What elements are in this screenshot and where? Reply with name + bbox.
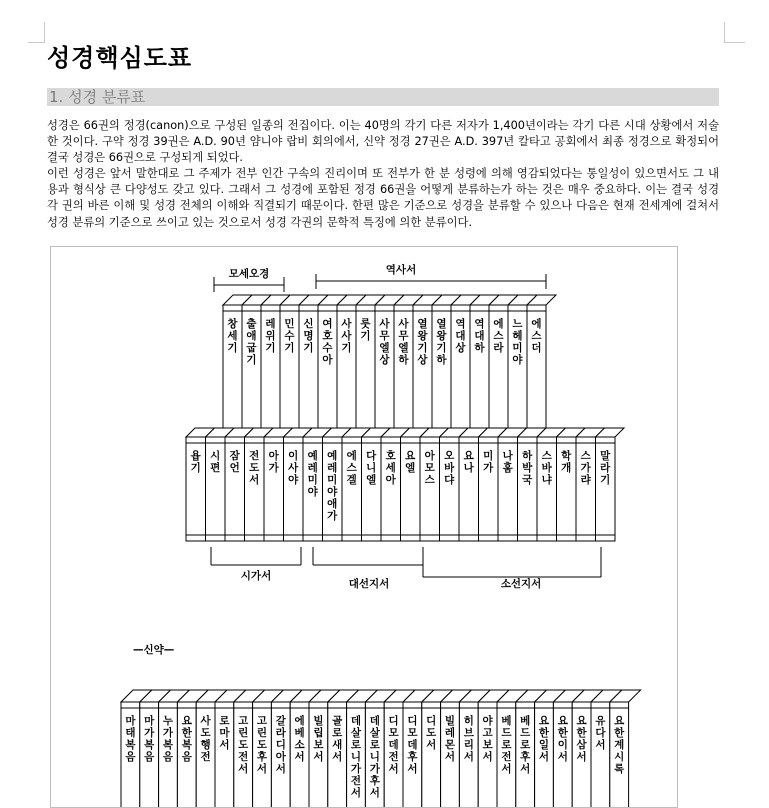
book-title: 시 편 <box>210 450 221 474</box>
major-prophets-bracket <box>313 547 423 565</box>
book-title: 디 모 데 후 서 <box>407 715 418 775</box>
book-title: 민 수 기 <box>284 318 295 354</box>
book-title: 빌 레 몬 서 <box>444 715 456 763</box>
book-title: 아 모 스 <box>424 450 435 486</box>
book-title: 요 한 일 서 <box>538 715 550 763</box>
book-title: 열 왕 기 상 <box>417 318 428 366</box>
book-title: 이 사 야 <box>288 450 299 486</box>
book-spine <box>527 295 556 435</box>
pentateuch-label: 모세오경 <box>228 268 270 280</box>
book-title: 디 모 데 전 서 <box>388 715 399 775</box>
book-title: 아 가 <box>268 450 279 474</box>
book-title: 사 사 기 <box>341 318 352 354</box>
book-title: 갈 라 디 아 서 <box>275 715 286 775</box>
history-bracket <box>316 274 546 289</box>
book-title: 느 헤 미 야 <box>512 318 523 366</box>
book-title: 베 드 로 전 서 <box>501 715 512 775</box>
new-testament-label: —신약— <box>133 644 175 656</box>
book-title: 에 스 더 <box>531 318 542 354</box>
book-title: 여 호 수 아 <box>322 318 333 366</box>
book-title: 디 도 서 <box>426 715 437 751</box>
book-title: 로 마 서 <box>219 715 230 751</box>
book-title: 요 엘 <box>405 450 416 474</box>
book-title: 데 살 로 니 가 후 서 <box>369 715 380 799</box>
book-title: 베 드 로 후 서 <box>520 715 531 775</box>
book-title: 역 대 상 <box>455 318 466 354</box>
book-title: 요 나 <box>463 450 474 474</box>
book-title: 유 다 서 <box>595 715 606 751</box>
book-title: 신 명 기 <box>303 318 314 354</box>
book-title: 미 가 <box>483 450 494 474</box>
book-title: 마 태 복 음 <box>125 715 136 763</box>
history-label: 역사서 <box>385 264 417 276</box>
book-title: 골 로 새 서 <box>332 715 343 763</box>
book-title: 사 도 행 전 <box>200 715 211 763</box>
book-title: 호 세 아 <box>385 450 396 486</box>
bible-classification-diagram <box>51 247 677 807</box>
poetry-bracket <box>211 547 301 565</box>
book-title: 스 가 랴 <box>580 450 591 486</box>
book-title: 에 스 겔 <box>346 450 357 486</box>
book-title: 에 스 라 <box>493 318 504 354</box>
paragraph-1: 성경은 66권의 정경(canon)으로 구성된 일종의 전집이다. 이는 40명의 각기 다른 저자가 1,400년이라는 각기 다른 시대 상황에서 저술한 것이다. 구약 정경 39권은 A.D. 90년 얌니야 랍비 회의에서, 신약 정경 27권은 A.D. 397년 칼타고 공회에서 최종 정경으로 확정되어 결국 성경은 66권으로 구성되게 되었다. <box>47 119 719 165</box>
book-title: 다 니 엘 <box>366 450 377 486</box>
book-title: 에 베 소 서 <box>294 715 305 763</box>
ot-bottom-shelf <box>186 428 624 541</box>
book-title: 오 바 댜 <box>444 450 455 486</box>
book-title: 사 무 엘 하 <box>398 318 409 366</box>
book-title: 역 대 하 <box>474 318 485 354</box>
minor-prophets-bracket <box>423 547 601 577</box>
book-title: 히 브 리 서 <box>463 715 474 763</box>
book-title: 고 린 도 후 서 <box>256 715 268 775</box>
section-heading: 1. 성경 분류표 <box>47 88 719 106</box>
bible-classification-figure <box>50 246 678 808</box>
book-title: 전 도 서 <box>249 450 260 486</box>
crop-mark-top-right <box>724 22 745 43</box>
book-title: 레 위 기 <box>265 318 276 354</box>
book-title: 스 바 냐 <box>541 450 552 486</box>
book-title: 빌 립 보 서 <box>313 715 324 763</box>
document-title: 성경핵심도표 <box>47 44 193 72</box>
book-title: 나 훔 <box>502 450 513 474</box>
minor-prophets-label: 소선지서 <box>500 578 542 590</box>
book-title: 욥 기 <box>190 450 201 474</box>
book-title: 요 한 삼 서 <box>576 715 587 763</box>
nt-shelf <box>121 690 641 807</box>
paragraph-2: 이런 성경은 앞서 말한대로 그 주제가 전부 인간 구속의 진리이며 또 전부가 한 분 성령에 의해 영감되었다는 통일성이 있으면서도 그 내용과 형식상 큰 다양성도 갖고 있다. 그래서 그 성경에 포함된 정경 66권을 어떻게 분류하는가 하는 것은 매우 중요하다. 이는 결국 성경 각 권의 바른 이해 및 성경 전체의 이해와 직결되기 때문이다. 한편 많은 기준으로 성경을 분류할 수 있으나 다음은 현재 전세계에 걸쳐서 성경 분류의 기준으로 쓰이고 있는 것으로서 성경 각권의 문학적 특징에 의한 분류이다. <box>47 167 719 229</box>
poetry-label: 시가서 <box>240 570 272 582</box>
book-title: 요 한 복 음 <box>181 715 192 763</box>
book-title: 학 개 <box>561 450 572 474</box>
book-title: 요 한 이 서 <box>557 715 568 763</box>
book-title: 고 린 도 전 서 <box>238 715 249 775</box>
book-title: 하 박 국 <box>522 450 533 486</box>
book-title: 데 살 로 니 가 전 서 <box>350 715 362 799</box>
book-title: 룻 기 <box>360 318 371 342</box>
book-title: 열 왕 기 하 <box>436 318 447 366</box>
book-title: 잠 언 <box>229 450 240 474</box>
book-title: 예 레 미 야 애 가 <box>327 450 338 522</box>
book-title: 예 레 미 야 <box>307 450 318 498</box>
major-prophets-label: 대선지서 <box>348 578 390 590</box>
book-title: 누 가 복 음 <box>162 715 174 763</box>
ot-top-shelf <box>223 295 556 435</box>
book-title: 요 한 계 시 록 <box>614 715 625 775</box>
book-title: 마 가 복 음 <box>144 715 155 763</box>
crop-mark-top-left <box>28 22 45 43</box>
book-title: 창 세 기 <box>227 318 238 354</box>
book-title: 야 고 보 서 <box>482 715 493 763</box>
book-title: 사 무 엘 상 <box>379 318 390 366</box>
book-title: 출 애 굽 기 <box>246 318 257 366</box>
book-title: 말 라 기 <box>600 450 611 486</box>
